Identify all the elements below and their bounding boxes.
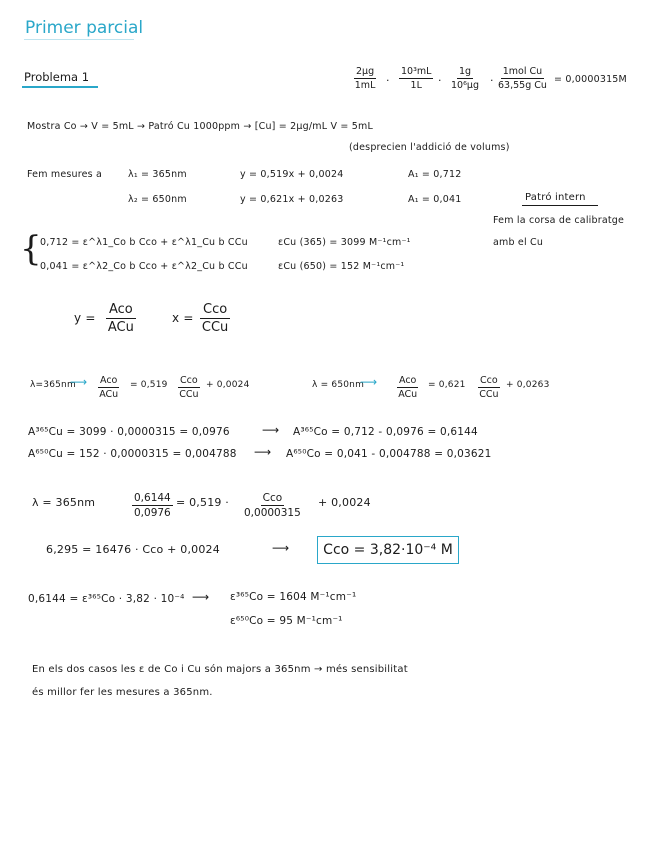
lambda-650-label: λ = 650nm [312, 380, 365, 390]
problem-underline [22, 86, 98, 88]
system-brace: { [20, 229, 42, 269]
line-note: (desprecien l'addició de volums) [349, 142, 510, 153]
system-eq-1: 0,712 = ε^λ1_Co b Cco + ε^λ1_Cu b CCu [40, 237, 248, 248]
arrow-icon: ⟶ [192, 590, 210, 604]
a-co-365: A³⁶⁵Co = 0,712 - 0,0976 = 0,6144 [293, 426, 478, 438]
conv-f3-num: 1g [458, 66, 472, 77]
arrow-icon: ⟶ [272, 541, 290, 555]
calc-fraction-1 [132, 492, 173, 519]
arrow-icon: ⟶ [254, 445, 272, 459]
lambda-1: λ₁ = 365nm [128, 169, 187, 180]
line-mesures: Fem mesures a [27, 169, 103, 180]
patro-intern-label: Patró intern [525, 192, 586, 203]
arrow-icon: ⟶ [262, 423, 280, 437]
frac-num: Aco [399, 375, 417, 386]
eps-co-365: ε³⁶⁵Co = 1604 M⁻¹cm⁻¹ [230, 591, 357, 603]
eq-650-intercept: + 0,0263 [506, 380, 550, 390]
lambda-365-label: λ=365nm [30, 380, 76, 390]
conv-f3-den: 10⁶µg [451, 80, 479, 91]
eps-co-calc: 0,6144 = ε³⁶⁵Co · 3,82 · 10⁻⁴ [28, 593, 185, 605]
frac-den: CCu [179, 389, 199, 400]
frac-num: Cco [180, 375, 198, 386]
arrow-icon: ⟶ [70, 375, 88, 389]
frac-num: Cco [262, 492, 283, 504]
calc-intercept: + 0,0024 [318, 496, 371, 509]
frac-den: 0,0976 [134, 507, 171, 519]
conv-fraction-1 [354, 66, 376, 91]
eq-365-intercept: + 0,0024 [206, 380, 250, 390]
conv-result: = 0,0000315M [554, 74, 627, 85]
eq-365-frac-1 [98, 375, 119, 400]
conv-f2-den: 1L [410, 80, 422, 91]
eq-650-frac-1 [397, 375, 418, 400]
conv-fraction-4 [498, 66, 547, 91]
result-box: Cco = 3,82·10⁻⁴ M [317, 536, 459, 564]
line-sample: Mostra Co → V = 5mL → Patró Cu 1000ppm → [Cu] = 2µg/mL V = 5mL [27, 121, 373, 132]
frac-num: 0,6144 [134, 492, 171, 504]
title-underline [24, 39, 134, 40]
y-den: ACu [107, 320, 134, 335]
dot: · [438, 74, 442, 87]
x-den: CCu [201, 320, 229, 335]
frac-den: CCu [479, 389, 499, 400]
calib-eq-1: y = 0,519x + 0,0024 [240, 169, 344, 180]
conclusion-2: és millor fer les mesures a 365nm. [32, 687, 213, 698]
conv-f1-den: 1mL [354, 80, 376, 91]
calib-note-2: amb el Cu [493, 237, 544, 248]
a-cu-650: A⁶⁵⁰Cu = 152 · 0,0000315 = 0,004788 [28, 448, 237, 460]
frac-num: Cco [480, 375, 498, 386]
frac-num: Aco [100, 375, 118, 386]
frac-den: 0,0000315 [244, 507, 301, 519]
conv-f2-num: 10³mL [401, 66, 432, 77]
eps-cu-650: εCu (650) = 152 M⁻¹cm⁻¹ [278, 261, 405, 272]
calc-slope: = 0,519 · [176, 496, 229, 509]
a-cu-365: A³⁶⁵Cu = 3099 · 0,0000315 = 0,0976 [28, 426, 230, 438]
eq-365-frac-2 [178, 375, 200, 400]
eq-650-slope: = 0,621 [428, 380, 466, 390]
eq-365-slope: = 0,519 [130, 380, 168, 390]
conv-fraction-2 [399, 66, 433, 91]
calc-fraction-2 [244, 492, 301, 519]
absorbance-2: A₁ = 0,041 [408, 194, 462, 205]
problem-label: Problema 1 [24, 70, 90, 84]
a-co-650: A⁶⁵⁰Co = 0,041 - 0,004788 = 0,03621 [286, 448, 492, 460]
x-def: x = [172, 311, 194, 325]
dot: · [386, 74, 390, 87]
patro-underline [522, 205, 598, 206]
eps-co-650: ε⁶⁵⁰Co = 95 M⁻¹cm⁻¹ [230, 615, 343, 627]
arrow-icon: ⟶ [360, 375, 378, 389]
page-title: Primer parcial [25, 18, 144, 38]
system-eq-2: 0,041 = ε^λ2_Co b Cco + ε^λ2_Cu b CCu [40, 261, 248, 272]
conv-fraction-3 [451, 66, 479, 91]
y-num: Aco [106, 302, 136, 319]
dot: · [490, 74, 494, 87]
lambda-2: λ₂ = 650nm [128, 194, 187, 205]
frac-den: ACu [99, 389, 119, 400]
conv-f4-den: 63,55g Cu [498, 80, 547, 91]
eps-cu-365: εCu (365) = 3099 M⁻¹cm⁻¹ [278, 237, 411, 248]
conv-f4-num: 1mol Cu [502, 66, 543, 77]
x-num: Cco [200, 302, 230, 319]
x-fraction [200, 302, 230, 335]
y-fraction [106, 302, 136, 335]
conv-f1-num: 2µg [356, 66, 375, 77]
frac-den: ACu [398, 389, 418, 400]
y-def: y = [74, 311, 96, 325]
calib-note: Fem la corsa de calibratge [493, 215, 625, 226]
calib-eq-2: y = 0,621x + 0,0263 [240, 194, 344, 205]
absorbance-1: A₁ = 0,712 [408, 169, 462, 180]
calc-result-line: 6,295 = 16476 · Cco + 0,0024 [46, 543, 220, 556]
lambda-365-calc: λ = 365nm [32, 496, 96, 509]
conclusion-1: En els dos casos les ε de Co i Cu són majors a 365nm → més sensibilitat [32, 664, 408, 675]
eq-650-frac-2 [478, 375, 500, 400]
